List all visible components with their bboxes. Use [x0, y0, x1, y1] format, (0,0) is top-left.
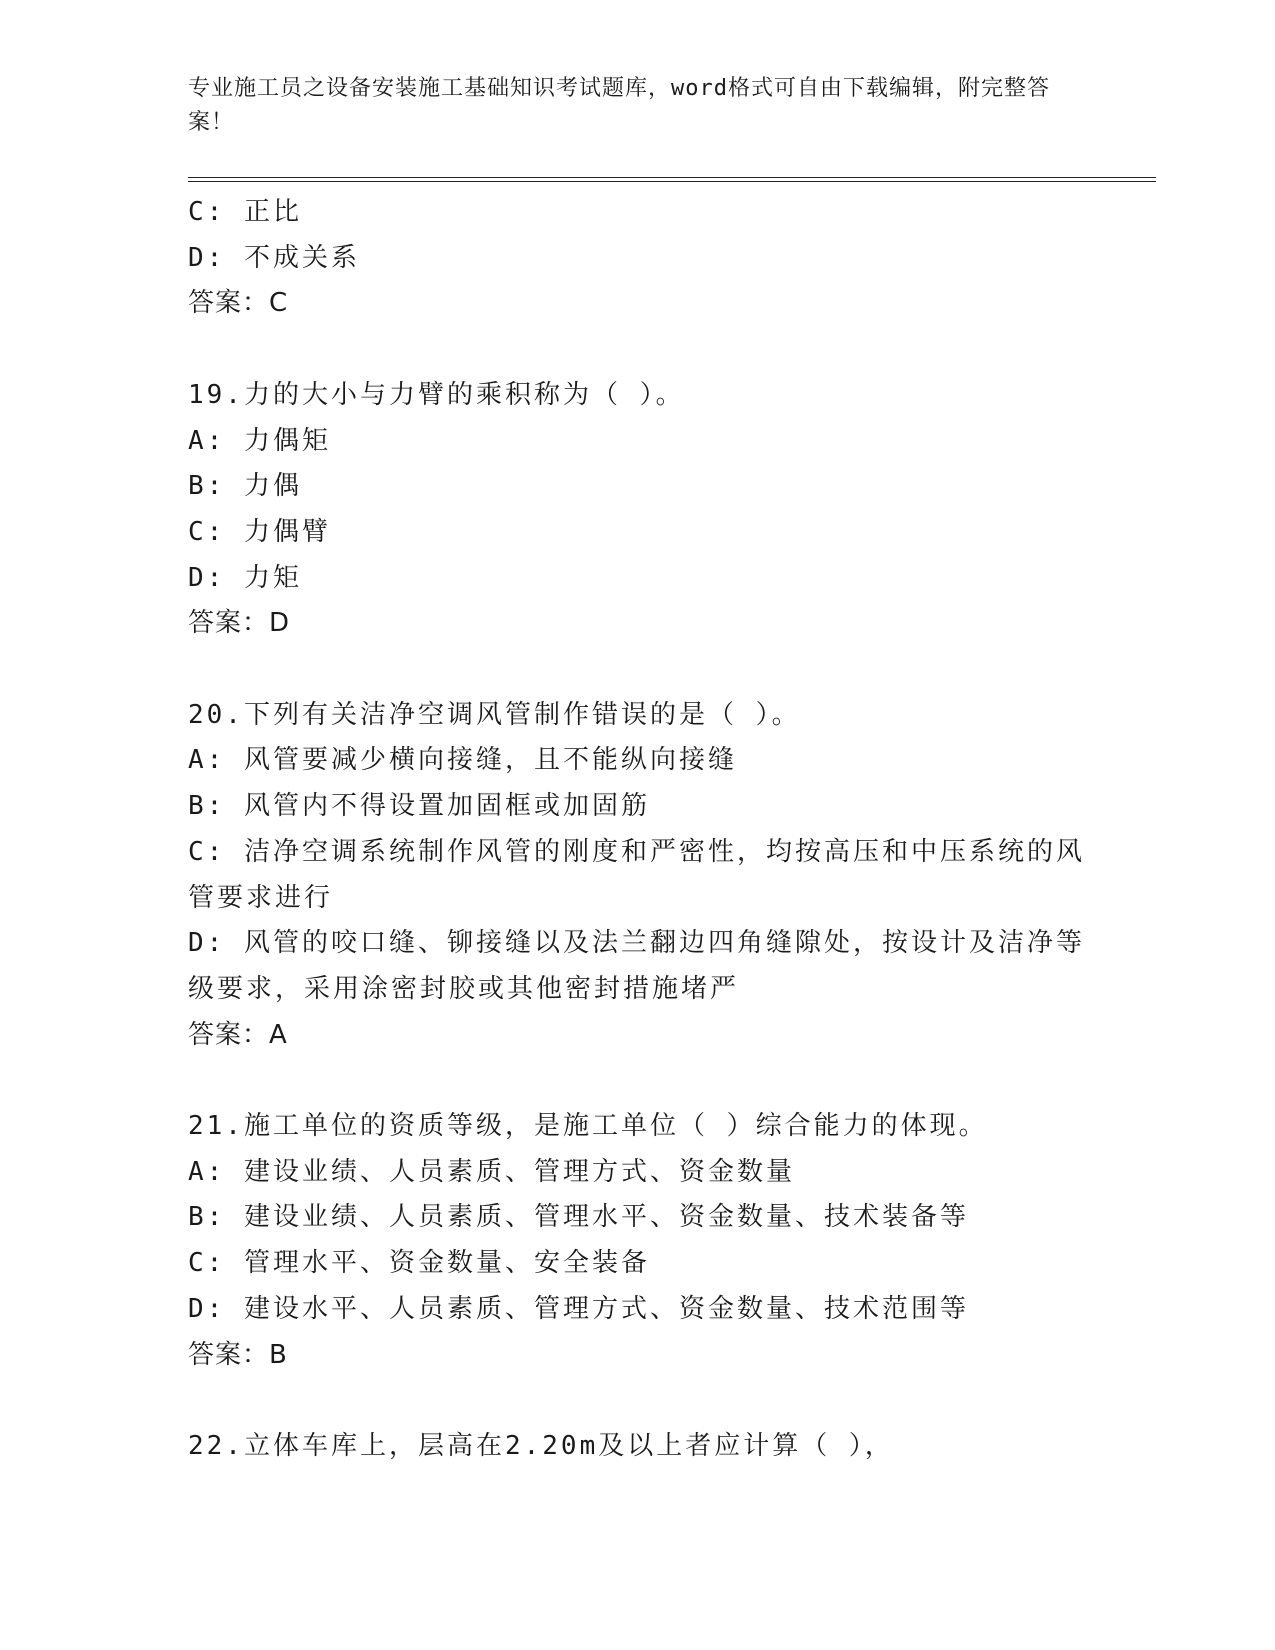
option-c: C: 洁净空调系统制作风管的刚度和严密性，均按高压和中压系统的风管要求进行 — [188, 836, 1085, 913]
option-c: C: 正比 — [188, 197, 302, 227]
option-b: B: 力偶 — [188, 471, 302, 502]
option-b: B: 建设业绩、人员素质、管理水平、资金数量、技术装备等 — [188, 1202, 969, 1233]
page-header-title: 专业施工员之设备安装施工基础知识考试题库，word格式可自由下载编辑，附完整答案！ — [188, 76, 1050, 135]
option-d: D: 风管的咬口缝、铆接缝以及法兰翻边四角缝隙处，按设计及洁净等级要求，采用涂密封胶或其他密封措施堵严 — [188, 928, 1085, 1004]
question-stem: 21.施工单位的资质等级，是施工单位（ ）综合能力的体现。 — [188, 1111, 988, 1142]
question-22 — [188, 1424, 1088, 1470]
option-a: A: 力偶矩 — [188, 425, 331, 456]
question-stem: 19.力的大小与力臂的乘积称为（ ）。 — [188, 379, 685, 410]
option-c: C: 管理水平、资金数量、安全装备 — [188, 1248, 650, 1279]
answer-line: 答案：D — [188, 608, 291, 639]
option-b: B: 风管内不得设置加固框或加固筋 — [188, 791, 650, 822]
option-d: D: 不成关系 — [188, 242, 360, 273]
question-stem: 20.下列有关洁净空调风管制作错误的是（ ）。 — [188, 699, 801, 730]
question-stem: 22.立体车库上，层高在2.20m及以上者应计算（ ）， — [188, 1430, 894, 1461]
option-d: D: 力矩 — [188, 562, 302, 593]
question-20 — [188, 693, 1088, 1059]
answer-line: 答案：A — [188, 1019, 288, 1050]
question-18-fragment — [188, 190, 1088, 327]
answer-line: 答案：B — [188, 1339, 288, 1370]
option-a: A: 风管要减少横向接缝，且不能纵向接缝 — [188, 745, 737, 776]
question-19 — [188, 373, 1088, 647]
question-21 — [188, 1104, 1088, 1378]
answer-line: 答案：C — [188, 288, 289, 319]
option-d: D: 建设水平、人员素质、管理方式、资金数量、技术范围等 — [188, 1293, 969, 1324]
header-divider — [188, 177, 1156, 182]
question-list — [188, 190, 1088, 1470]
option-a: A: 建设业绩、人员素质、管理方式、资金数量 — [188, 1156, 795, 1187]
option-c: C: 力偶臂 — [188, 516, 331, 547]
